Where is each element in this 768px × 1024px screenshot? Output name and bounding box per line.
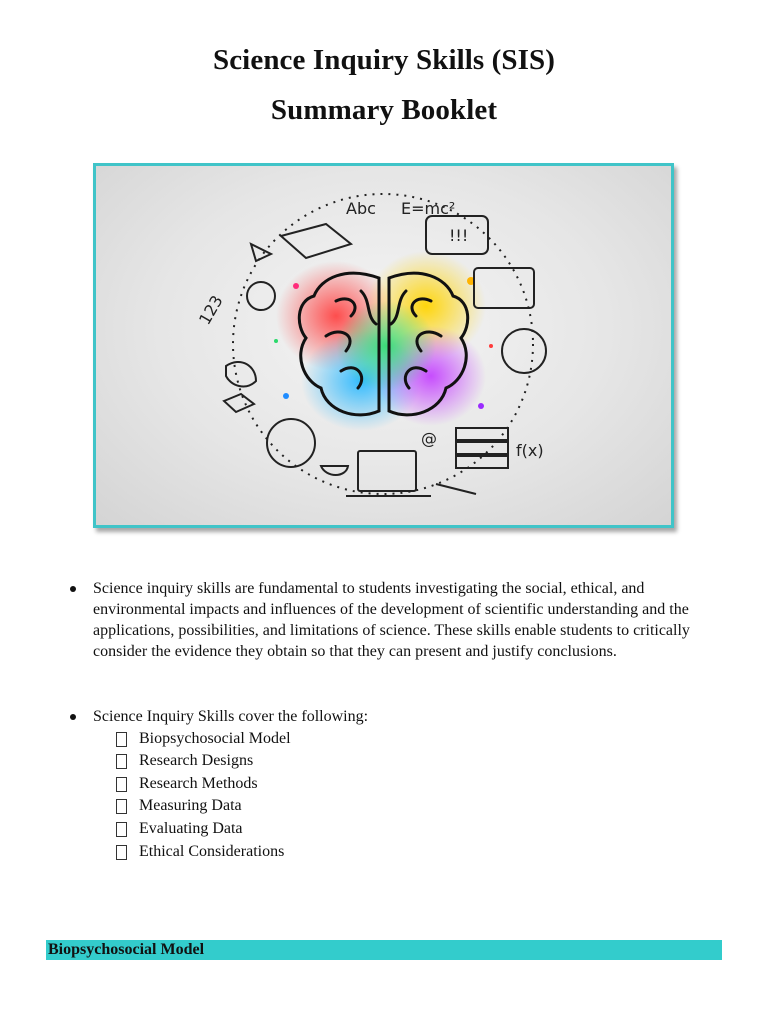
list-item: [0, 795, 768, 817]
bullet-text: Science Inquiry Skills cover the following:: [93, 708, 369, 725]
list-item-label: Biopsychosocial Model: [139, 730, 291, 747]
doodle-text: 123: [195, 292, 227, 328]
list-item: [0, 773, 768, 795]
lightbulb-icon: [247, 282, 275, 310]
box-glyph-icon: [116, 732, 127, 747]
pencil-icon: [436, 484, 476, 494]
doodle-text: f(x): [516, 441, 544, 460]
alarm-clock-icon: [267, 419, 315, 467]
bullet-text: Science inquiry skills are fundamental to students investigating the social, ethical, and environmental impacts and influences of the development of scientific understanding and the applications, possibilities, and limitations of science. These skills enable students to critically consider the evidence they obtain so that they can present and justify conclusions.: [93, 580, 690, 660]
list-item-label: Measuring Data: [139, 797, 242, 814]
list-item-label: Ethical Considerations: [139, 843, 285, 860]
list-item-label: Research Methods: [139, 775, 258, 792]
list-item: [0, 841, 768, 863]
doodle-text: @: [421, 429, 437, 448]
books-icon: [456, 428, 508, 440]
cube-icon: [224, 394, 254, 412]
box-glyph-icon: [116, 799, 127, 814]
brain-doodle-svg: [96, 166, 671, 525]
doodle-text: !!!: [449, 226, 469, 245]
section-heading-bar: [46, 940, 722, 960]
bullet-dot-icon: [70, 586, 76, 592]
section-heading: Biopsychosocial Model: [48, 941, 205, 958]
box-glyph-icon: [116, 777, 127, 792]
color-splash: [274, 251, 493, 431]
page-subtitle: Summary Booklet: [270, 94, 498, 126]
doodle-text: E=mc²: [401, 199, 456, 218]
list-item-label: Evaluating Data: [139, 820, 243, 837]
bullet-dot-icon: [70, 714, 76, 720]
globe-icon: [502, 329, 546, 373]
list-item: [0, 750, 768, 772]
box-glyph-icon: [116, 845, 127, 860]
brain-illustration: [93, 163, 674, 528]
doodle-text: Abc: [346, 199, 376, 218]
list-item: [0, 728, 768, 750]
coffee-cup-icon: [321, 466, 348, 475]
box-glyph-icon: [116, 822, 127, 837]
page-title: Science Inquiry Skills (SIS): [212, 44, 556, 76]
diploma-scroll-icon: [226, 362, 256, 386]
graduation-cap-icon: [281, 224, 351, 258]
list-item: [0, 818, 768, 840]
box-glyph-icon: [116, 754, 127, 769]
list-item-label: Research Designs: [139, 752, 254, 769]
laptop-icon: [358, 451, 416, 491]
